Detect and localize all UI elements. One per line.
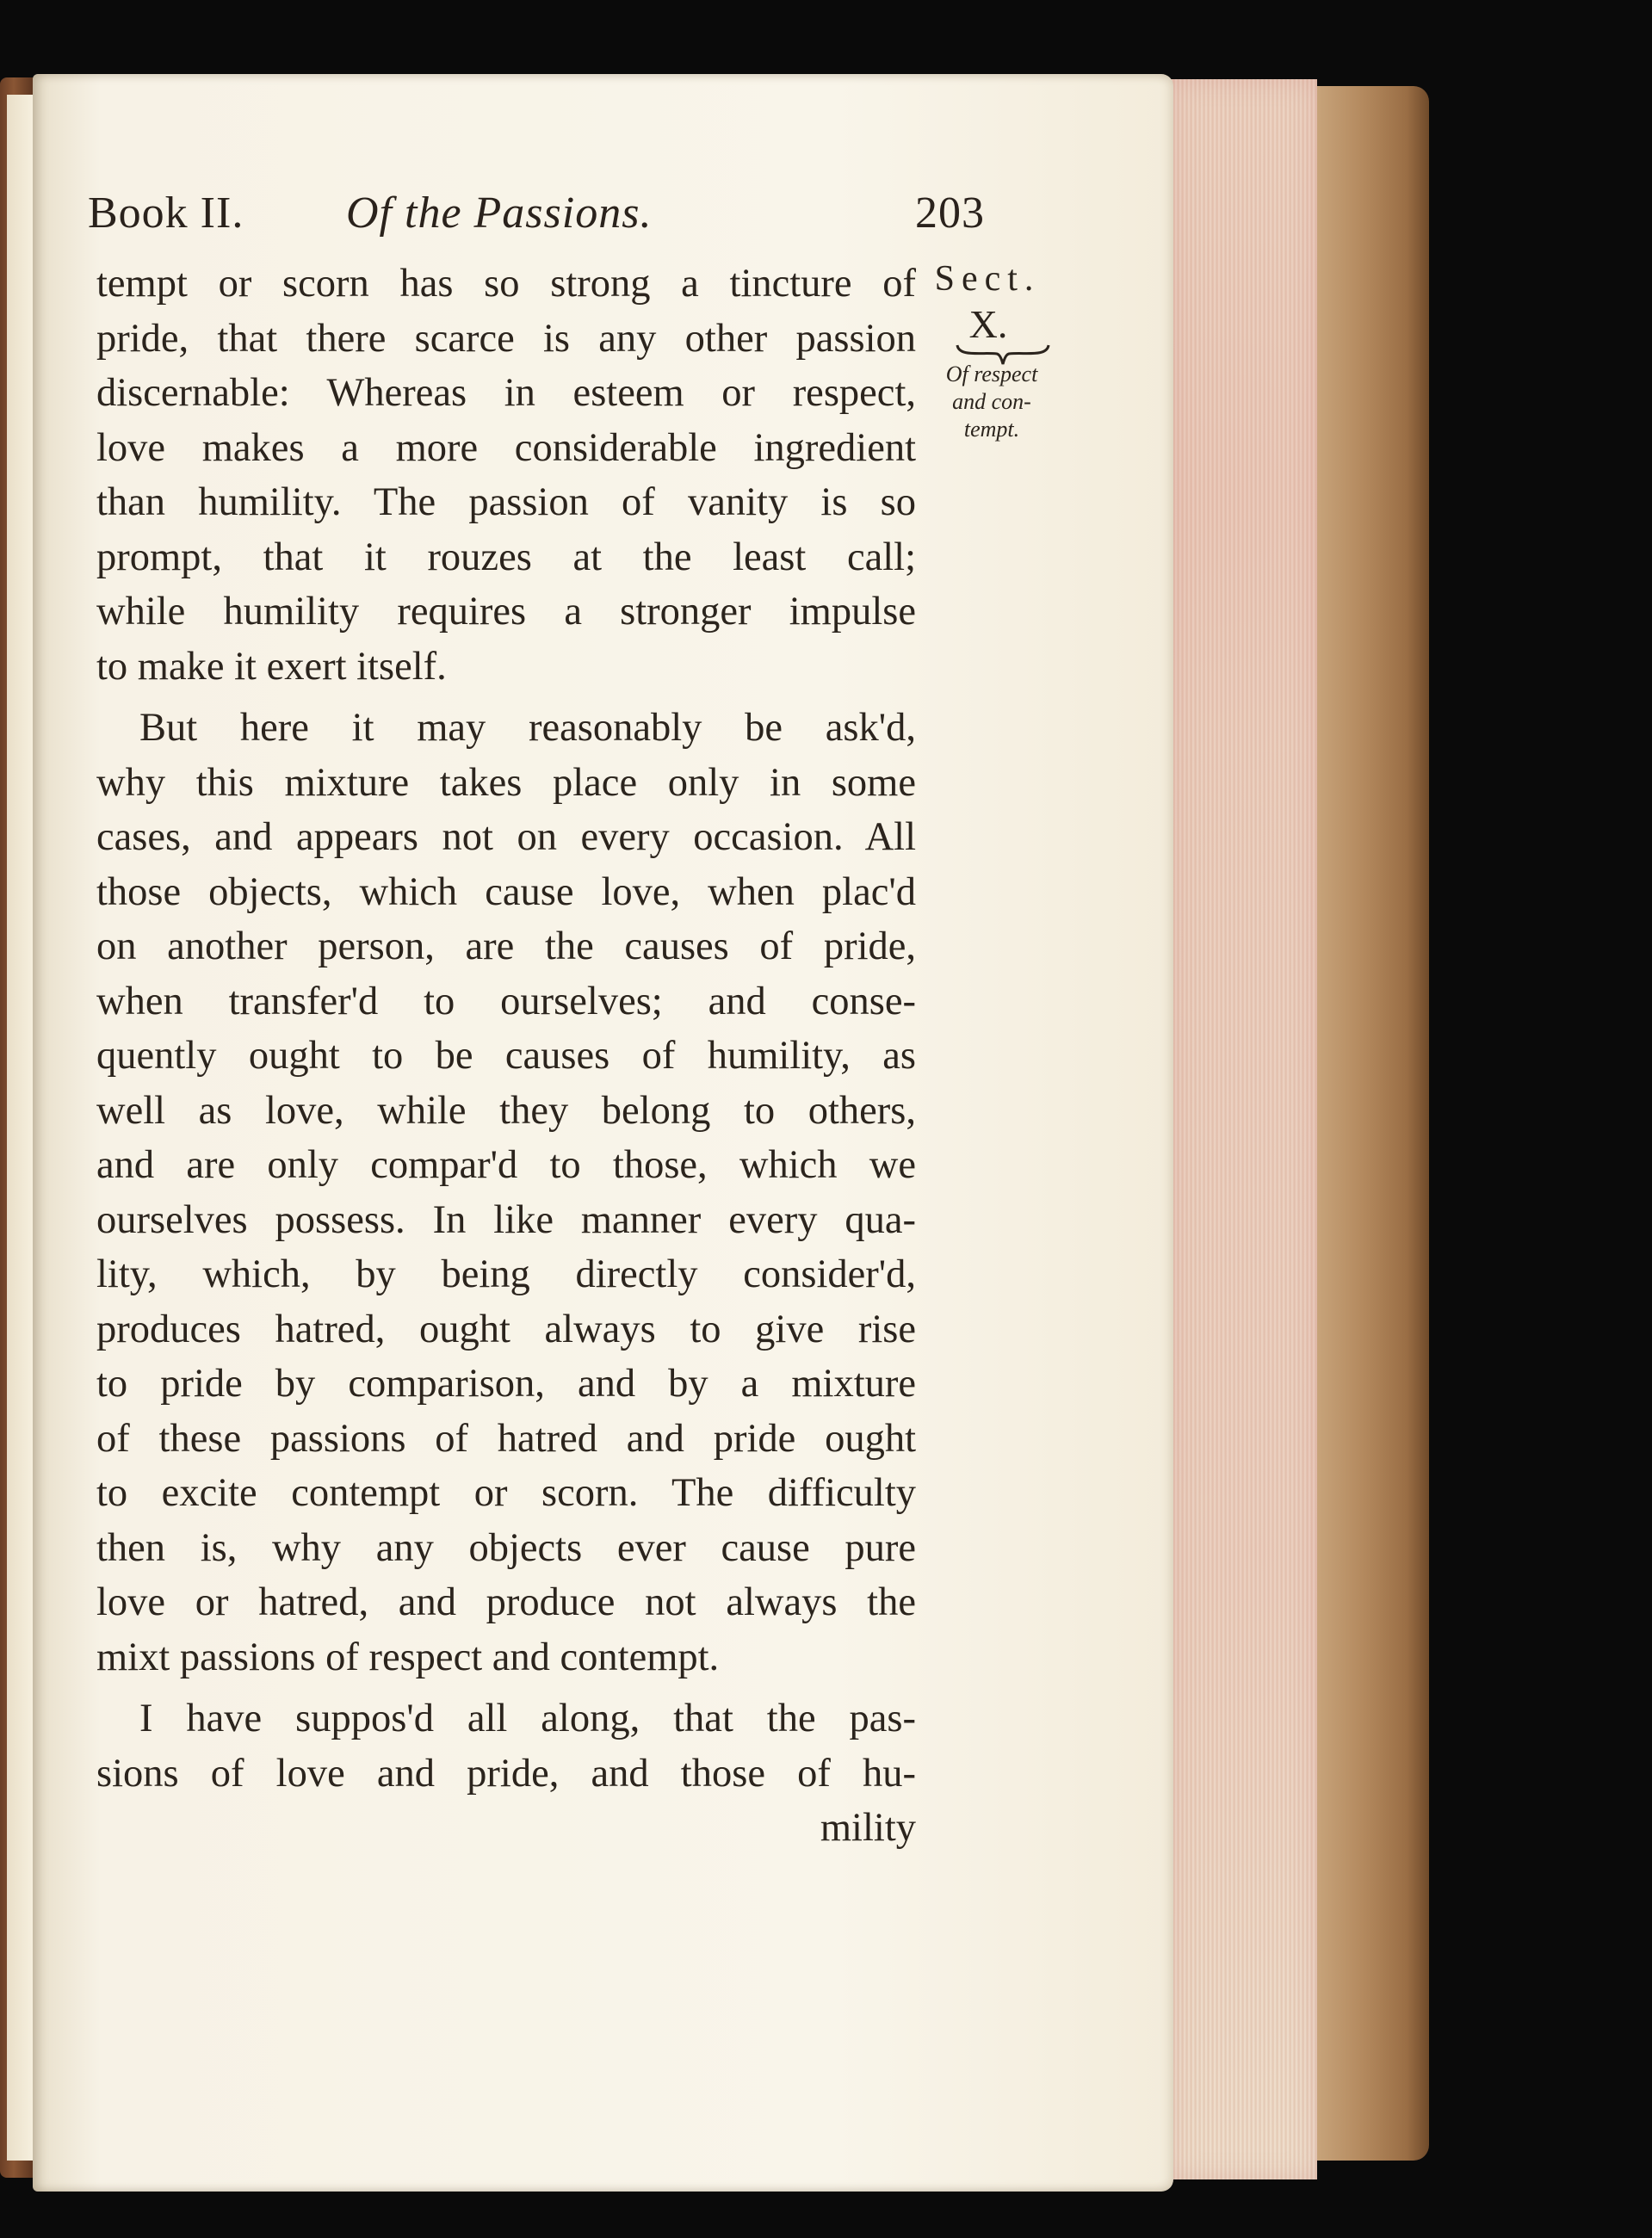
text-line: I have suppos'd all along, that the pas- <box>139 1697 916 1740</box>
marginal-note-line: Of respect <box>945 362 1038 386</box>
text-line: But here it may reasonably be ask'd, <box>139 706 916 750</box>
text-line: while humility requires a stronger impulse <box>96 590 916 634</box>
text-line: quently ought to be causes of humility, as <box>96 1034 916 1078</box>
left-page-edge <box>7 95 33 2161</box>
running-head-title: Of the Passions. <box>346 189 653 238</box>
text-line: mixt passions of respect and contempt. <box>96 1635 720 1679</box>
catchword: mility <box>820 1806 916 1850</box>
text-line: to make it exert itself. <box>96 644 447 689</box>
marginal-note <box>904 258 1059 443</box>
text-line: to pride by comparison, and by a mixture <box>96 1362 916 1406</box>
marginal-note-line: and con- <box>952 389 1031 414</box>
text-line: those objects, which cause love, when plac'd <box>96 869 916 914</box>
text-line: cases, and appears not on every occasion. All <box>96 815 916 859</box>
text-line: when transfer'd to ourselves; and conse- <box>96 979 916 1023</box>
text-line: pride, that there scarce is any other passion <box>96 316 916 361</box>
text-line: prompt, that it rouzes at the least call; <box>96 535 916 579</box>
text-line: love or hatred, and produce not always the <box>96 1580 916 1624</box>
text-line: than humility. The passion of vanity is so <box>96 480 916 524</box>
text-line: produces hatred, ought always to give rise <box>96 1307 916 1351</box>
body-text <box>96 257 916 1856</box>
text-line: then is, why any objects ever cause pure <box>96 1525 916 1570</box>
text-line: sions of love and pride, and those of hu- <box>96 1751 916 1796</box>
text-line: and are only compar'd to those, which we <box>96 1143 916 1187</box>
text-line: why this mixture takes place only in some <box>96 760 916 805</box>
text-line: discernable: Whereas in esteem or respect, <box>96 371 916 415</box>
section-number: X. <box>968 302 1008 346</box>
text-line: love makes a more considerable ingredient <box>96 425 916 470</box>
text-line: ourselves possess. In like manner every qua- <box>96 1197 916 1242</box>
running-head-book: Book II. <box>88 189 244 238</box>
right-book-cover <box>1317 86 1429 2161</box>
text-line: lity, which, by being directly consider'd, <box>96 1252 916 1296</box>
page-number: 203 <box>915 189 985 238</box>
page-edges-fore-edge <box>1171 79 1317 2179</box>
text-line: of these passions of hatred and pride ought <box>96 1416 916 1461</box>
marginal-note-text <box>925 361 1059 443</box>
section-label: Sect. <box>934 259 1041 299</box>
text-line: tempt or scorn has so strong a tincture of <box>96 262 916 306</box>
text-line: to excite contempt or scorn. The difficulty <box>96 1471 916 1515</box>
text-line: on another person, are the causes of pride, <box>96 924 916 968</box>
marginal-note-line: tempt. <box>963 417 1020 442</box>
text-line: well as love, while they belong to others, <box>96 1088 916 1133</box>
